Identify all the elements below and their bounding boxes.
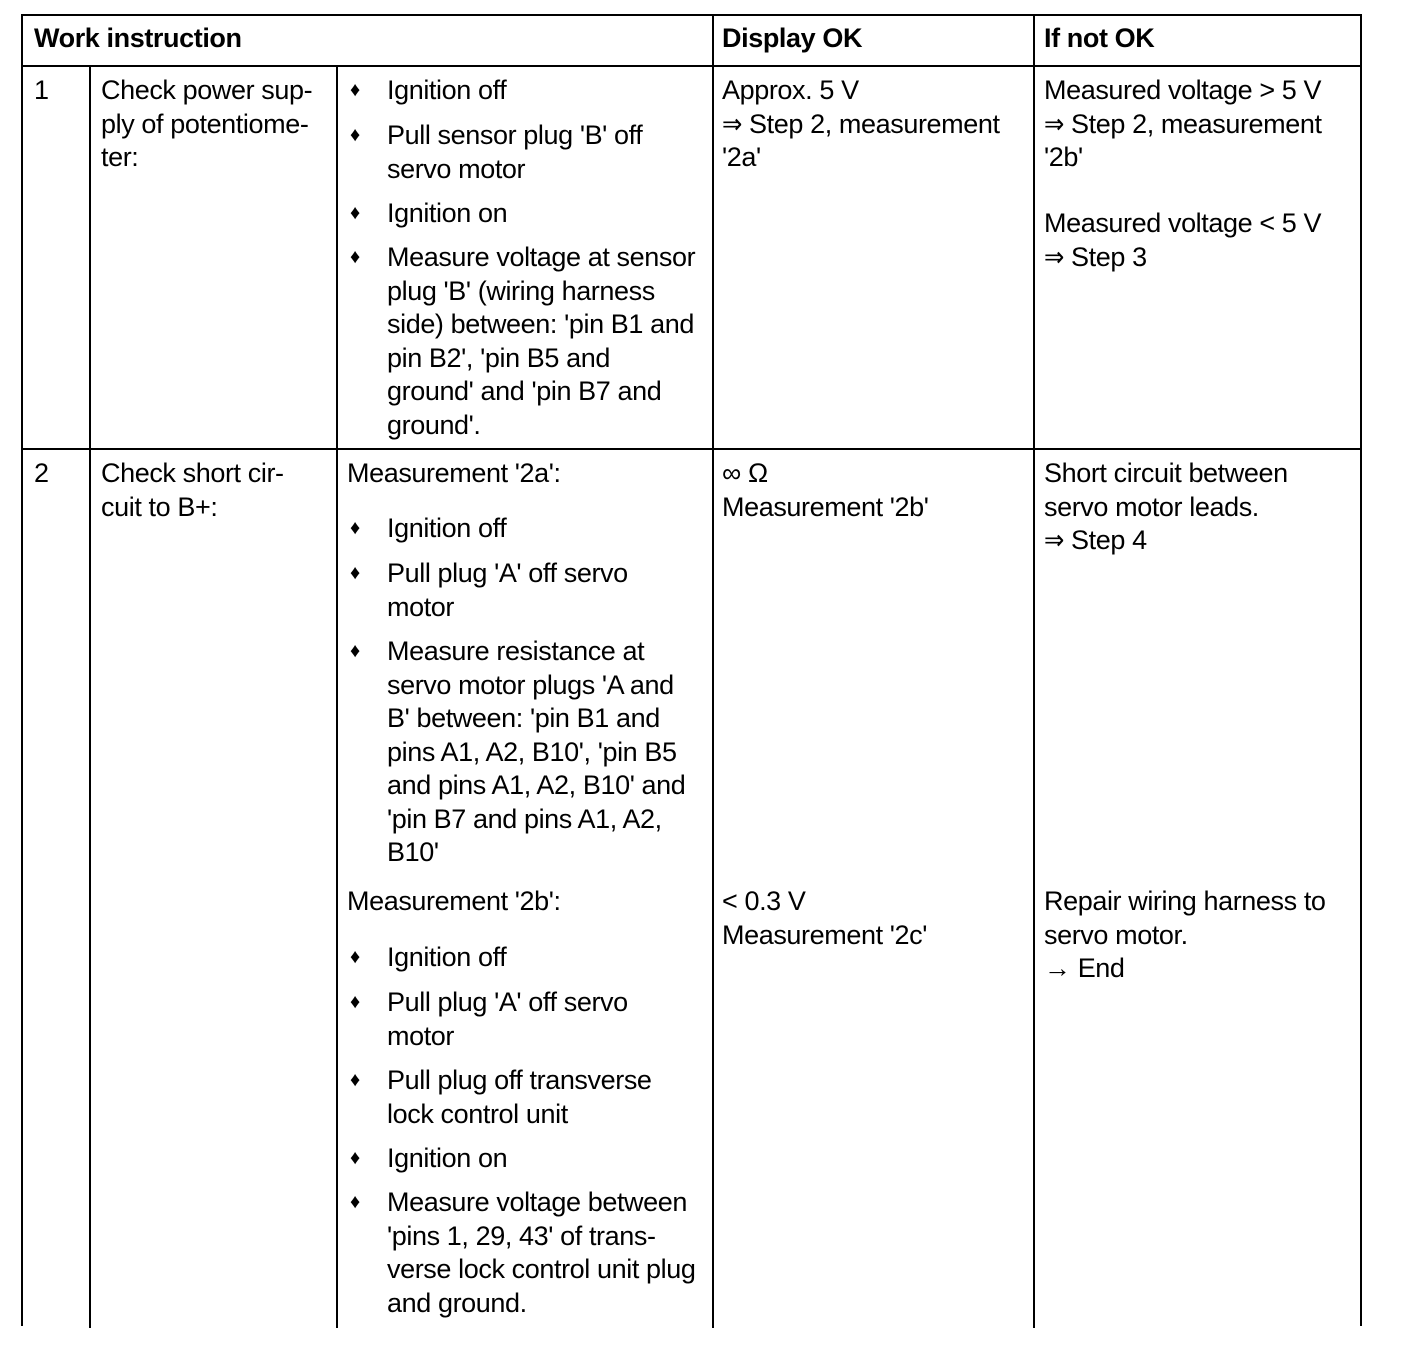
col-line-2	[336, 66, 338, 1328]
row-1-task: Check power sup- ply of potentiome- ter:	[101, 75, 313, 172]
row-2a-bullet-3: ♦ Measure resistance at servo motor plugs 'A and B' between: 'pin B1 and pins A1, A2, B10', 'pin B5 and pins A1, A2, B10' and 'pin B7 and pins A1, A2, B10'	[350, 636, 686, 867]
row-1-number: 1	[34, 75, 49, 105]
work-instruction-table	[21, 14, 1362, 1326]
bullet-icon: ♦	[350, 517, 360, 539]
bullet-icon: ♦	[350, 1069, 360, 1091]
row-2a-bullet-1: ♦ Ignition off	[387, 512, 506, 546]
row-2b-bullet-2: ♦ Pull plug 'A' off servo motor	[350, 987, 628, 1051]
row-2b-bullet-4: ♦ Ignition on	[387, 1142, 507, 1176]
bullet-icon: ♦	[350, 124, 360, 146]
row-2-number: 2	[34, 458, 49, 488]
row-2a-bullet-2: ♦ Pull plug 'A' off servo motor	[350, 558, 628, 622]
row-1-if-not-ok-b: Measured voltage < 5 V ⇒ Step 3	[1044, 208, 1322, 272]
bullet-icon: ♦	[350, 991, 360, 1013]
bullet-icon: ♦	[350, 640, 360, 662]
row-line-1	[23, 448, 1360, 450]
row-1-bullet-1: ♦ Ignition off	[387, 74, 506, 108]
col-line-1	[89, 66, 91, 1328]
bullet-icon: ♦	[350, 202, 360, 224]
measurement-2b-label: Measurement '2b':	[347, 886, 561, 916]
header-if-not-ok: If not OK	[1044, 23, 1155, 53]
row-1-if-not-ok-a: Measured voltage > 5 V ⇒ Step 2, measurement '2b'	[1044, 75, 1322, 172]
col-line-4	[1033, 16, 1035, 1328]
bullet-icon: ♦	[350, 1147, 360, 1169]
row-1-display-ok: Approx. 5 V ⇒ Step 2, measurement '2a'	[722, 75, 1000, 172]
row-2b-bullet-3: ♦ Pull plug off transverse lock control unit	[350, 1065, 652, 1129]
row-2b-bullet-1: ♦ Ignition off	[387, 941, 506, 975]
row-2-task: Check short cir- cuit to B+:	[101, 458, 284, 522]
measurement-2a-label: Measurement '2a':	[347, 458, 561, 488]
row-1-bullet-3: ♦ Ignition on	[387, 197, 507, 231]
bullet-icon: ♦	[350, 946, 360, 968]
row-1-bullet-4: ♦ Measure voltage at sensor plug 'B' (wiring harness side) between: 'pin B1 and pin B2', 'pin B5 and ground' and 'pin B7 and ground'.	[350, 242, 696, 440]
row-2a-display-ok: ∞ Ω Measurement '2b'	[722, 458, 929, 522]
row-2b-if-not-ok: Repair wiring harness to servo motor. → End	[1044, 886, 1326, 983]
bullet-icon: ♦	[350, 562, 360, 584]
bullet-icon: ♦	[350, 1191, 360, 1213]
row-line-header	[23, 65, 1360, 67]
row-2a-if-not-ok: Short circuit between servo motor leads. ⇒ Step 4	[1044, 458, 1288, 555]
col-line-3	[712, 16, 714, 1328]
row-2b-display-ok: < 0.3 V Measurement '2c'	[722, 886, 927, 950]
row-2b-bullet-5: ♦ Measure voltage between 'pins 1, 29, 43' of trans- verse lock control unit plug and ground.	[350, 1187, 696, 1318]
header-work-instruction: Work instruction	[34, 23, 242, 53]
bullet-icon: ♦	[350, 79, 360, 101]
header-display-ok: Display OK	[722, 23, 863, 53]
bullet-icon: ♦	[350, 246, 360, 268]
row-1-bullet-2: ♦ Pull sensor plug 'B' off servo motor	[350, 120, 643, 184]
